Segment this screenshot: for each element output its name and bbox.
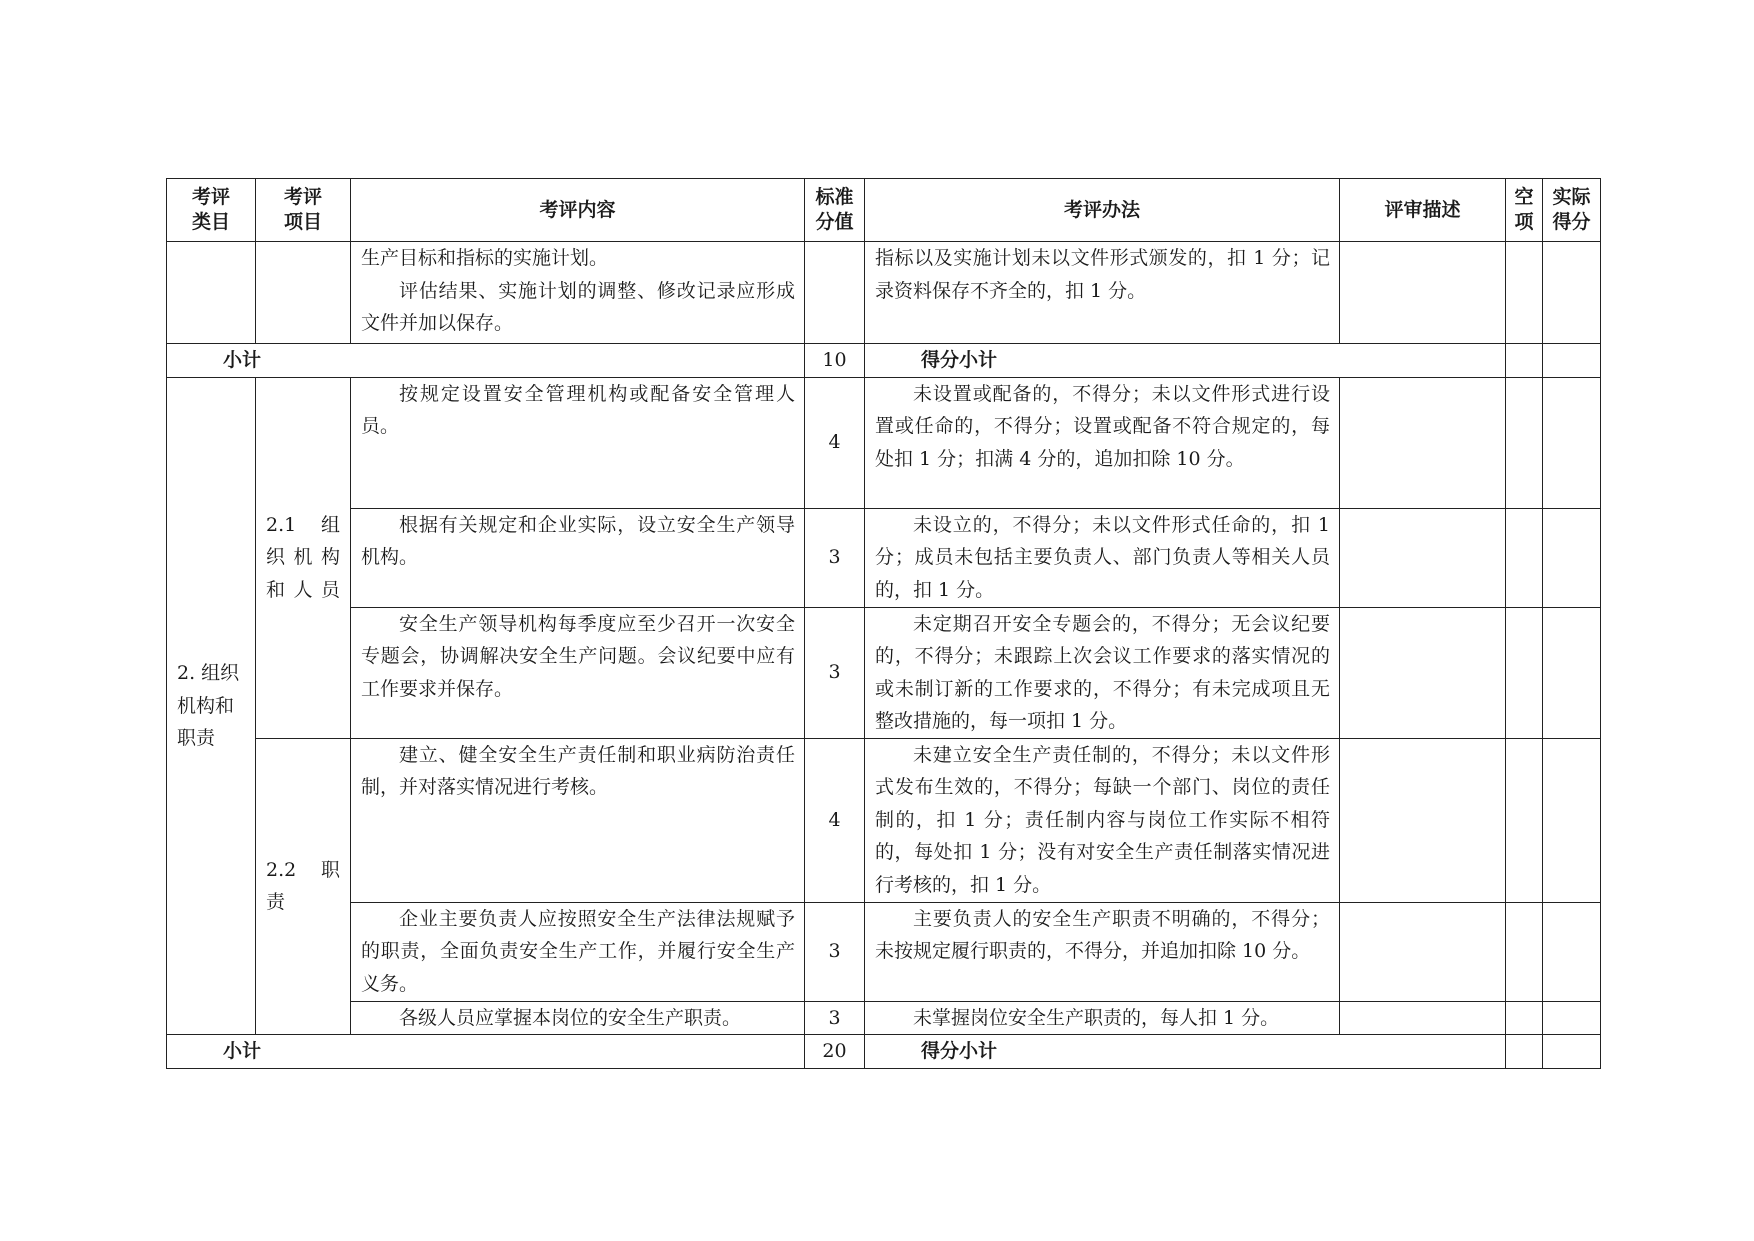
table-row bbox=[167, 1001, 1601, 1035]
table-row bbox=[167, 242, 1601, 344]
cell-review bbox=[1340, 377, 1506, 508]
cell-item bbox=[256, 242, 351, 344]
cell-empty bbox=[1506, 738, 1543, 902]
cell-actual bbox=[1543, 1001, 1601, 1035]
cell-method: 未建立安全生产责任制的，不得分；未以文件形式发布生效的，不得分；每缺一个部门、岗位的责任制的，扣 1 分；责任制内容与岗位工作实际不相符的，每处扣 1 分；没有对安全生产责任制落实情况进行考核的，扣 1 分。 bbox=[865, 738, 1340, 902]
cell-actual bbox=[1543, 1035, 1601, 1069]
cell-score: 4 bbox=[805, 738, 865, 902]
cell-review bbox=[1340, 242, 1506, 344]
cell-content: 生产目标和指标的实施计划。 评估结果、实施计划的调整、修改记录应形成文件并加以保存。 bbox=[351, 242, 805, 344]
subtotal-score: 20 bbox=[805, 1035, 865, 1069]
subtotal-row bbox=[167, 1035, 1601, 1069]
cell-review bbox=[1340, 1001, 1506, 1035]
cell-empty bbox=[1506, 1001, 1543, 1035]
cell-method: 未定期召开安全专题会的，不得分；无会议纪要的，不得分；未跟踪上次会议工作要求的落实情况的或未制订新的工作要求的，不得分；有未完成项且无整改措施的，每一项扣 1 分。 bbox=[865, 607, 1340, 738]
cell-actual bbox=[1543, 607, 1601, 738]
cell-actual bbox=[1543, 902, 1601, 1001]
cell-empty bbox=[1506, 607, 1543, 738]
cell-empty bbox=[1506, 344, 1543, 378]
header-item: 考评 项目 bbox=[256, 179, 351, 242]
cell-content: 安全生产领导机构每季度应至少召开一次安全专题会，协调解决安全生产问题。会议纪要中应有工作要求并保存。 bbox=[351, 607, 805, 738]
cell-content: 各级人员应掌握本岗位的安全生产职责。 bbox=[351, 1001, 805, 1035]
subtotal-method-label: 得分小计 bbox=[865, 344, 1506, 378]
table-row bbox=[167, 902, 1601, 1001]
cell-score bbox=[805, 242, 865, 344]
evaluation-table bbox=[166, 178, 1601, 1069]
cell-category bbox=[167, 242, 256, 344]
cell-method: 指标以及实施计划未以文件形式颁发的，扣 1 分；记录资料保存不齐全的，扣 1 分。 bbox=[865, 242, 1340, 344]
cell-actual bbox=[1543, 508, 1601, 607]
cell-content: 企业主要负责人应按照安全生产法律法规赋予的职责，全面负责安全生产工作，并履行安全生产义务。 bbox=[351, 902, 805, 1001]
cell-content: 根据有关规定和企业实际，设立安全生产领导机构。 bbox=[351, 508, 805, 607]
cell-score: 3 bbox=[805, 508, 865, 607]
cell-score: 3 bbox=[805, 607, 865, 738]
header-method: 考评办法 bbox=[865, 179, 1340, 242]
cell-actual bbox=[1543, 344, 1601, 378]
cell-content: 按规定设置安全管理机构或配备安全管理人员。 bbox=[351, 377, 805, 508]
table-row bbox=[167, 607, 1601, 738]
cell-score: 3 bbox=[805, 1001, 865, 1035]
cell-method: 未掌握岗位安全生产职责的，每人扣 1 分。 bbox=[865, 1001, 1340, 1035]
cell-review bbox=[1340, 738, 1506, 902]
cell-empty bbox=[1506, 902, 1543, 1001]
item-cell: 2.1 组织机构和人员 bbox=[256, 377, 351, 738]
cell-method: 未设置或配备的，不得分；未以文件形式进行设置或任命的，不得分；设置或配备不符合规定的，每处扣 1 分；扣满 4 分的，追加扣除 10 分。 bbox=[865, 377, 1340, 508]
cell-actual bbox=[1543, 377, 1601, 508]
cell-review bbox=[1340, 508, 1506, 607]
table-row bbox=[167, 508, 1601, 607]
header-content: 考评内容 bbox=[351, 179, 805, 242]
item-cell: 2.2 职责 bbox=[256, 738, 351, 1035]
cell-review bbox=[1340, 902, 1506, 1001]
header-row bbox=[167, 179, 1601, 242]
subtotal-score: 10 bbox=[805, 344, 865, 378]
cell-empty bbox=[1506, 508, 1543, 607]
subtotal-row bbox=[167, 344, 1601, 378]
cell-score: 4 bbox=[805, 377, 865, 508]
subtotal-label: 小计 bbox=[167, 1035, 805, 1069]
cell-content: 建立、健全安全生产责任制和职业病防治责任制，并对落实情况进行考核。 bbox=[351, 738, 805, 902]
cell-empty bbox=[1506, 242, 1543, 344]
cell-empty bbox=[1506, 377, 1543, 508]
cell-empty bbox=[1506, 1035, 1543, 1069]
subtotal-method-label: 得分小计 bbox=[865, 1035, 1506, 1069]
header-score: 标准 分值 bbox=[805, 179, 865, 242]
header-actual: 实际 得分 bbox=[1543, 179, 1601, 242]
cell-actual bbox=[1543, 242, 1601, 344]
table-row bbox=[167, 738, 1601, 902]
category-cell: 2. 组织机构和职责 bbox=[167, 377, 256, 1035]
header-review: 评审描述 bbox=[1340, 179, 1506, 242]
header-empty: 空 项 bbox=[1506, 179, 1543, 242]
header-category: 考评 类目 bbox=[167, 179, 256, 242]
subtotal-label: 小计 bbox=[167, 344, 805, 378]
cell-score: 3 bbox=[805, 902, 865, 1001]
cell-method: 未设立的，不得分；未以文件形式任命的，扣 1 分；成员未包括主要负责人、部门负责人等相关人员的，扣 1 分。 bbox=[865, 508, 1340, 607]
table-row bbox=[167, 377, 1601, 508]
cell-actual bbox=[1543, 738, 1601, 902]
cell-review bbox=[1340, 607, 1506, 738]
cell-method: 主要负责人的安全生产职责不明确的，不得分；未按规定履行职责的，不得分，并追加扣除 10 分。 bbox=[865, 902, 1340, 1001]
